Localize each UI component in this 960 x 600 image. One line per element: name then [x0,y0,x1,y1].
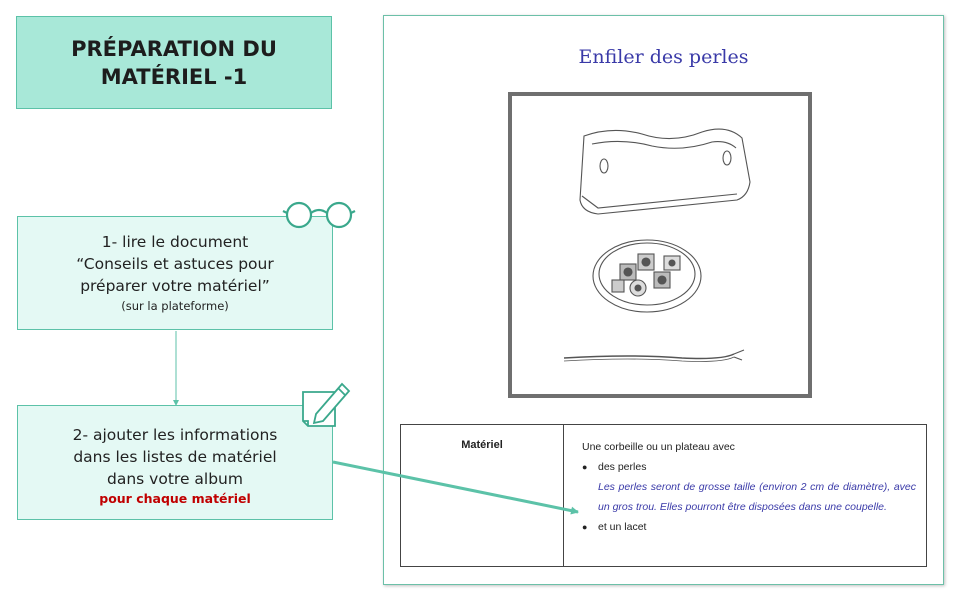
step-2-line-2: dans les listes de matériel [73,448,277,466]
step-1-line-3: préparer votre matériel” [80,277,270,295]
step-1-note: (sur la plateforme) [121,299,229,313]
material-intro: Une corbeille ou un plateau avec [582,441,735,453]
document-title: Enfiler des perles [578,46,749,68]
step-2-line-3: dans votre album [107,470,243,488]
bullet-icon: ● [582,522,588,532]
slide-title: PRÉPARATION DU MATÉRIEL -1 [71,36,277,89]
step-2-emphasis: pour chaque matériel [99,491,251,506]
material-label: Matériel [401,425,564,566]
step-2-line-1: 2- ajouter les informations [72,426,278,444]
edit-document-icon [303,384,349,426]
material-item-beads: des perles [598,461,647,473]
glasses-icon [283,203,355,227]
step-1-line-2: “Conseils et astuces pour [76,255,274,273]
bullet-icon: ● [582,462,588,472]
material-item-lace: et un lacet [598,521,647,533]
step-1-line-1: 1- lire le document [101,233,249,251]
highlight-arrow [333,462,578,512]
material-note: Les perles seront de grosse taille (environ 2 cm de diamètre), avec un gros trou. Elles pourront être disposées dans une coupelle. [598,481,916,513]
